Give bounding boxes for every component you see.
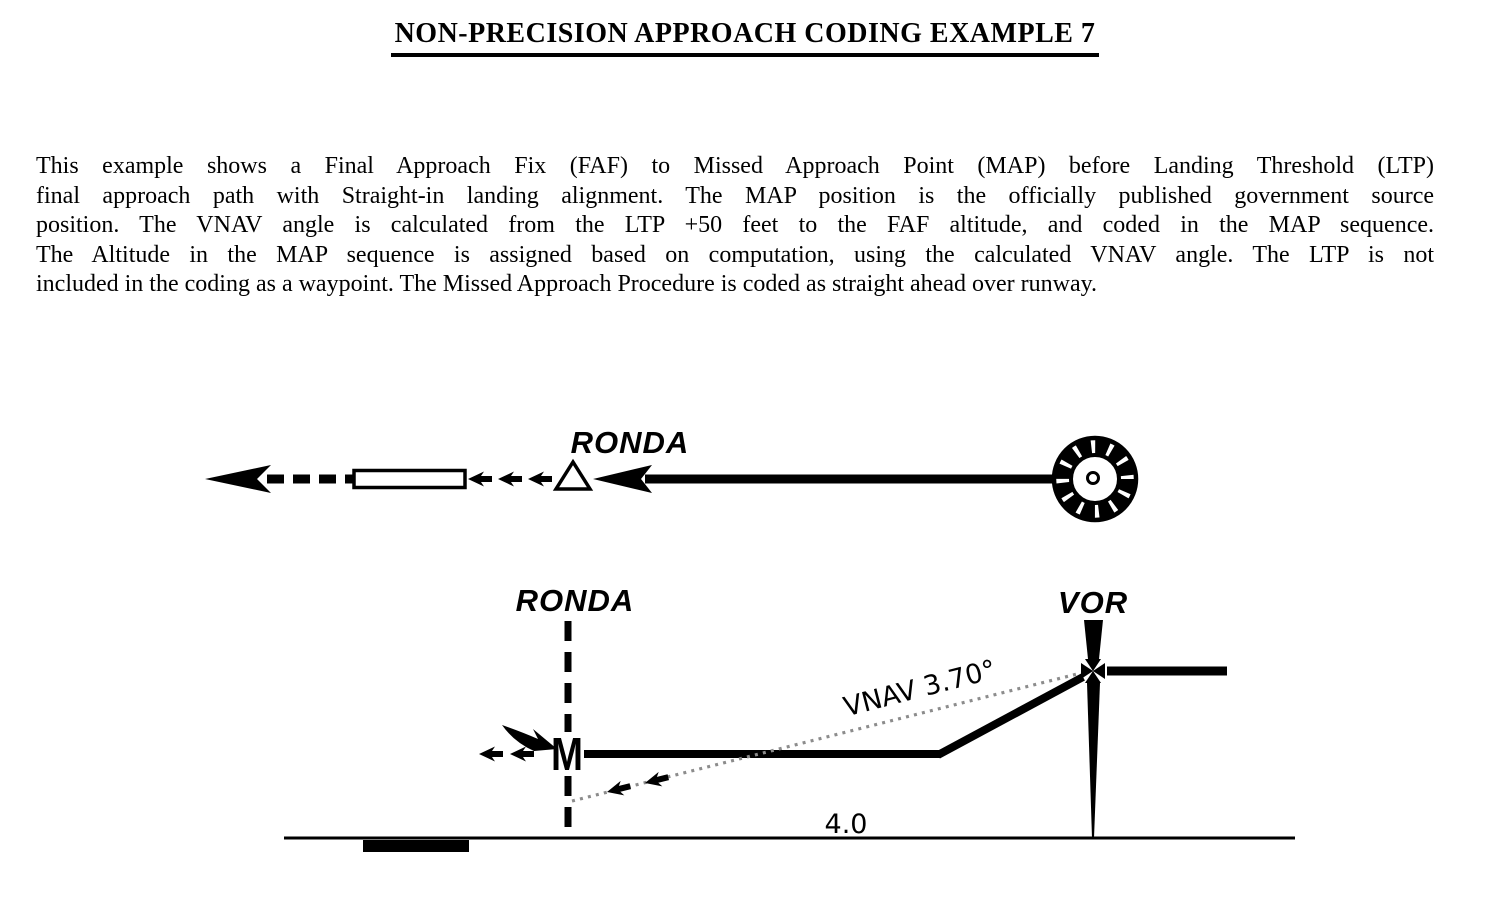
small-arrow-icon — [498, 472, 522, 487]
rose-center-dot — [1088, 473, 1099, 484]
paragraph-line: position. The VNAV angle is calculated from the LTP +50 feet to the FAF altitude, and coded in the MAP sequence. — [36, 212, 1434, 238]
missed-approach-swoosh-icon — [502, 725, 557, 751]
profile-fix-label: RONDA — [515, 583, 635, 618]
runway-outline-icon — [354, 471, 465, 488]
paragraph-line: The Altitude in the MAP sequence is assigned based on computation, using the calculated VNAV angle. The LTP is not — [36, 241, 1434, 268]
vnav-arrow-icon — [643, 770, 670, 790]
map-symbol: M — [551, 728, 583, 780]
paragraph-line: This example shows a Final Approach Fix (FAF) to Missed Approach Point (MAP) before Landing Threshold (LTP) — [36, 153, 1434, 179]
paragraph-line: included in the coding as a waypoint. The Missed Approach Procedure is coded as straight ahead over runway. — [36, 271, 1098, 297]
vor-compass-rose-icon — [1054, 438, 1136, 520]
missed-approach-arrowhead-icon — [205, 465, 271, 493]
plan-fix-label: RONDA — [570, 425, 690, 460]
plan-view — [205, 425, 1136, 520]
profile-view — [284, 583, 1295, 852]
waypoint-star-icon — [1081, 659, 1105, 683]
fix-triangle-icon — [556, 462, 590, 489]
small-arrow-icon — [528, 472, 552, 487]
runway-profile-bar — [363, 840, 469, 852]
vor-ground-spike — [1087, 683, 1100, 838]
vnav-angle-label: VNAV 3.70° — [840, 654, 1000, 724]
page-title: NON-PRECISION APPROACH CODING EXAMPLE 7 — [391, 18, 1100, 57]
vnav-arrow-icon — [605, 779, 632, 799]
small-arrow-icon — [479, 747, 503, 762]
small-arrow-icon — [468, 472, 492, 487]
vor-top-bar — [1084, 620, 1103, 659]
distance-label: 4.0 — [824, 809, 868, 840]
paragraph-line: final approach path with Straight-in landing alignment. The MAP position is the officially published government source — [36, 182, 1434, 209]
profile-vor-label: VOR — [1057, 585, 1129, 620]
final-approach-arrowhead-icon — [593, 465, 652, 493]
